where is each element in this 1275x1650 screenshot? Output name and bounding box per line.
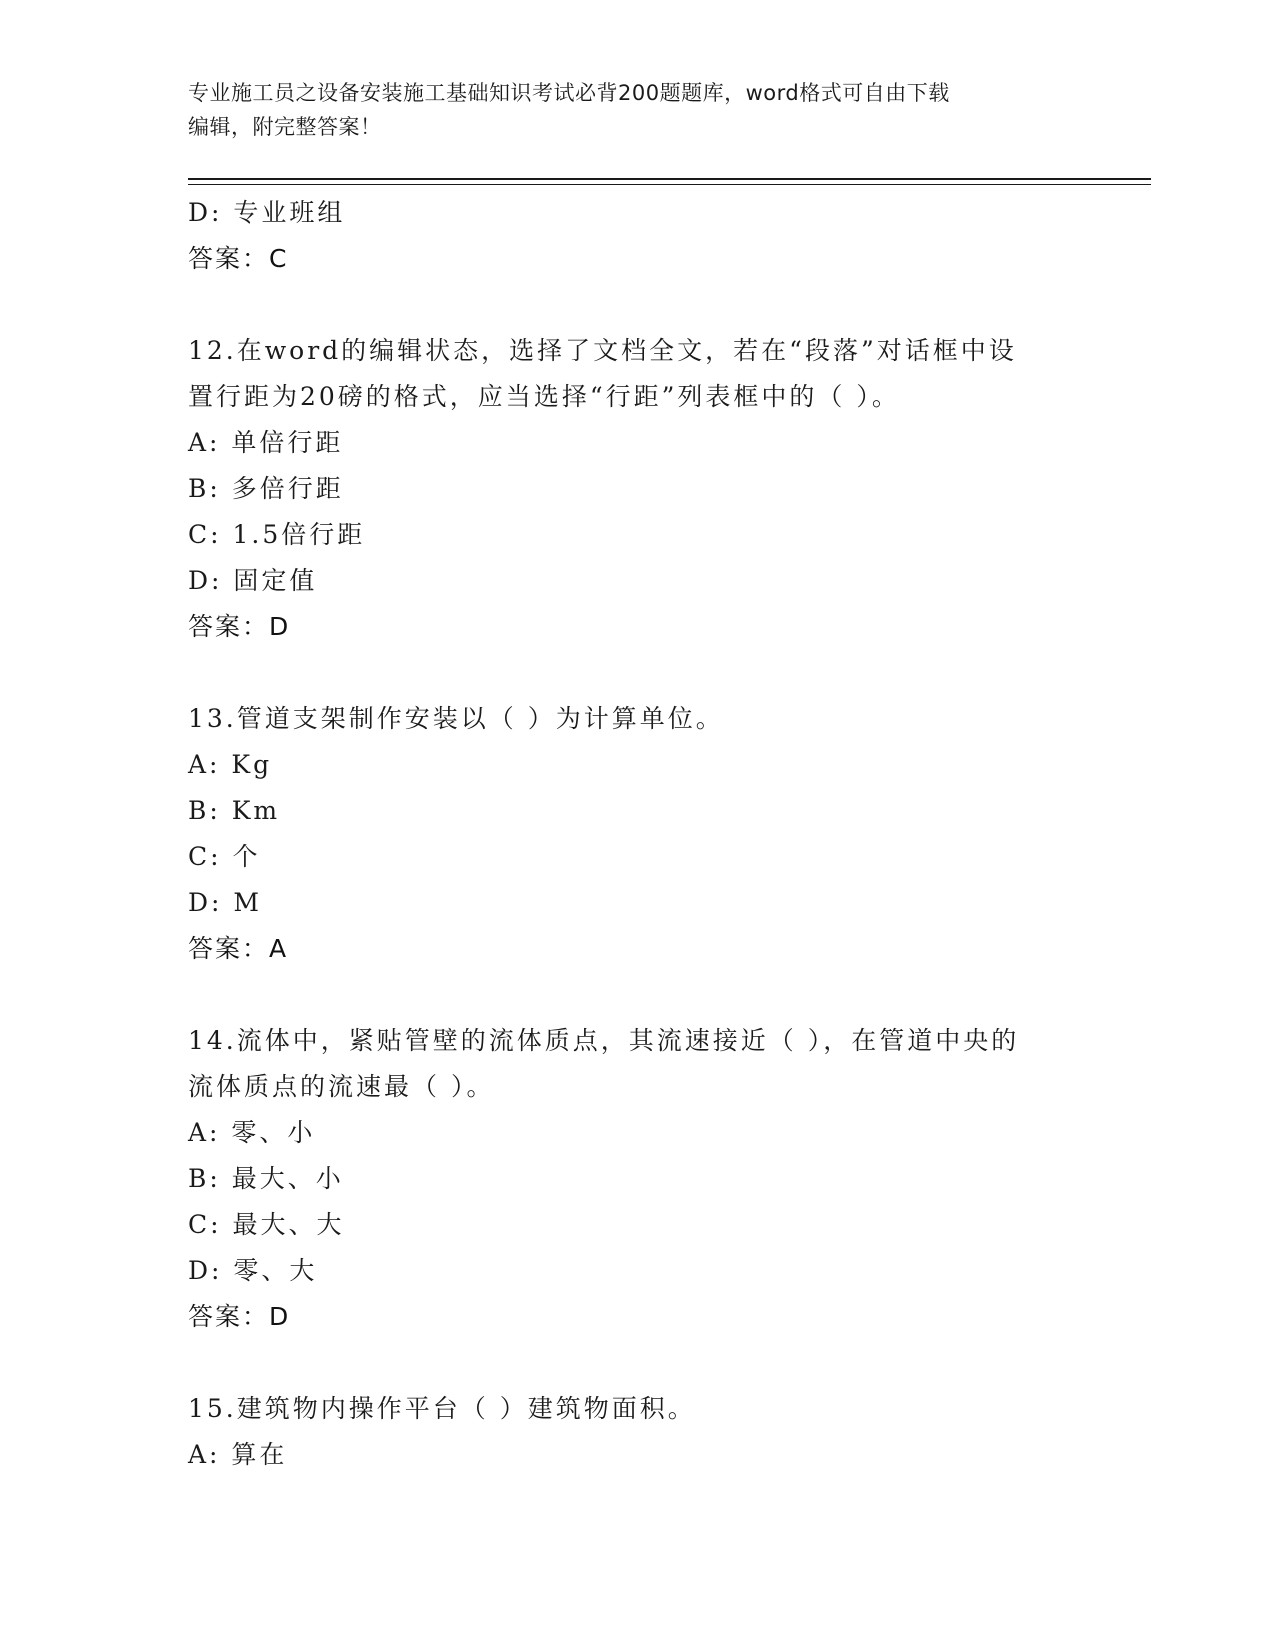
header-title-line-2: 编辑，附完整答案！ — [188, 115, 382, 139]
option-c: C: 个 — [188, 842, 261, 871]
option-b: B: 最大、小 — [188, 1164, 344, 1193]
option-b: B: 多倍行距 — [188, 474, 344, 503]
question-11 — [188, 190, 1148, 282]
answer-line: 答案：A — [188, 934, 289, 963]
spacer — [188, 1340, 1148, 1386]
question-stem-line-1: 14.流体中，紧贴管壁的流体质点，其流速接近（ ），在管道中央的 — [188, 1026, 1020, 1055]
document-header — [188, 76, 1088, 144]
header-divider-thin — [188, 184, 1151, 185]
option-d: D: 固定值 — [188, 566, 318, 595]
option-d: D: 专业班组 — [188, 198, 346, 227]
spacer — [188, 972, 1148, 1018]
question-13 — [188, 696, 1148, 972]
option-c: C: 最大、大 — [188, 1210, 345, 1239]
question-stem-line-2: 置行距为20磅的格式，应当选择“行距”列表框中的（ ）。 — [188, 382, 900, 411]
option-a: A: Kg — [188, 750, 273, 779]
question-list — [188, 190, 1148, 1478]
option-d: D: M — [188, 888, 263, 917]
option-b: B: Km — [188, 796, 281, 825]
question-stem-line-1: 12.在word的编辑状态，选择了文档全文，若在“段落”对话框中设 — [188, 336, 1017, 365]
answer-line: 答案：D — [188, 1302, 291, 1331]
option-c: C: 1.5倍行距 — [188, 520, 366, 549]
spacer — [188, 282, 1148, 328]
question-12 — [188, 328, 1148, 650]
question-14 — [188, 1018, 1148, 1340]
option-a: A: 单倍行距 — [188, 428, 344, 457]
question-stem-line-1: 15.建筑物内操作平台（ ）建筑物面积。 — [188, 1394, 696, 1423]
option-a: A: 零、小 — [188, 1118, 316, 1147]
header-divider-thick — [188, 178, 1151, 180]
spacer — [188, 650, 1148, 696]
question-stem-line-1: 13.管道支架制作安装以（ ）为计算单位。 — [188, 704, 724, 733]
answer-line: 答案：C — [188, 244, 289, 273]
answer-line: 答案：D — [188, 612, 291, 641]
option-d: D: 零、大 — [188, 1256, 318, 1285]
question-15 — [188, 1386, 1148, 1478]
option-a: A: 算在 — [188, 1440, 288, 1469]
question-stem-line-2: 流体质点的流速最（ ）。 — [188, 1072, 495, 1101]
header-title-line-1: 专业施工员之设备安装施工基础知识考试必背200题题库，word格式可自由下载 — [188, 81, 950, 105]
